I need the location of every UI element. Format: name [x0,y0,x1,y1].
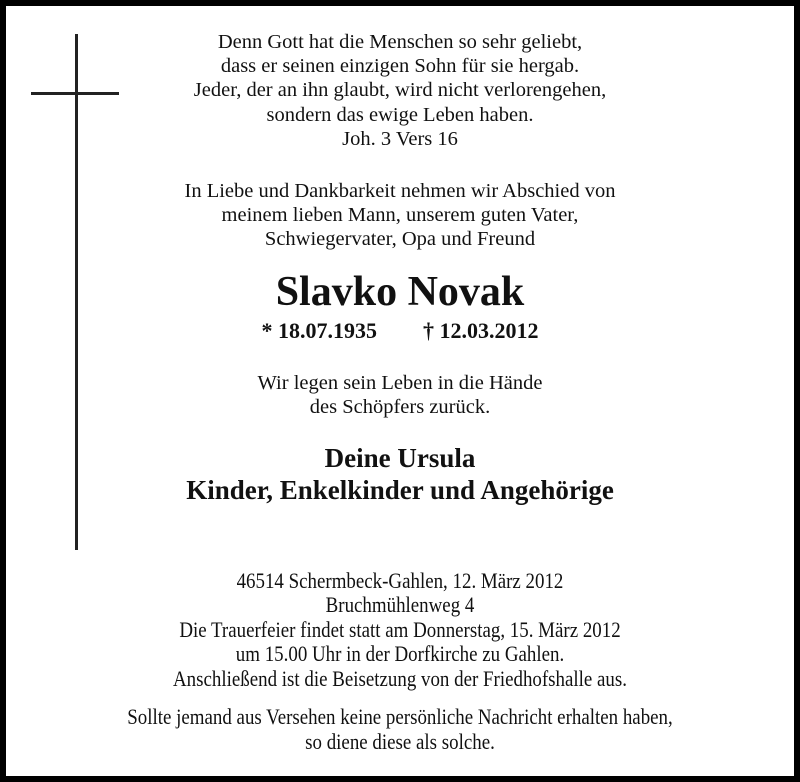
address-line: Bruchmühlenweg 4 [325,592,475,617]
verse-reference: Joh. 3 Vers 16 [342,128,458,150]
mourner-line: Deine Ursula [324,443,476,473]
life-dates [0,318,800,344]
verse-line: Jeder, der an ihn glaubt, wird nicht verlorengehen, [193,79,607,101]
farewell-line: Schwiegervater, Opa und Freund [264,228,536,250]
verse-line: dass er seinen einzigen Sohn für sie hergab. [220,55,580,77]
death-date: † 12.03.2012 [423,318,539,343]
quote-line: des Schöpfers zurück. [309,396,491,418]
service-line: Anschließend ist die Beisetzung von der Friedhofshalle aus. [173,666,627,691]
notice-line: Sollte jemand aus Versehen keine persönliche Nachricht erhalten haben, [127,704,673,729]
birth-date: * 18.07.1935 [261,318,377,343]
service-line: Die Trauerfeier findet statt am Donnerstag, 15. März 2012 [179,617,621,642]
deceased-name: Slavko Novak [275,269,525,315]
address-line: 46514 Schermbeck-Gahlen, 12. März 2012 [236,568,564,593]
mourner-line: Kinder, Enkelkinder und Angehörige [186,475,614,505]
verse-line: sondern das ewige Leben haben. [266,104,534,126]
farewell-line: In Liebe und Dankbarkeit nehmen wir Abschied von [184,180,616,202]
quote-line: Wir legen sein Leben in die Hände [257,372,543,394]
verse-line: Denn Gott hat die Menschen so sehr geliebt, [217,31,583,53]
farewell-line: meinem lieben Mann, unserem guten Vater, [221,204,579,226]
service-line: um 15.00 Uhr in der Dorfkirche zu Gahlen. [235,641,565,666]
notice-line: so diene diese als solche. [305,729,495,754]
